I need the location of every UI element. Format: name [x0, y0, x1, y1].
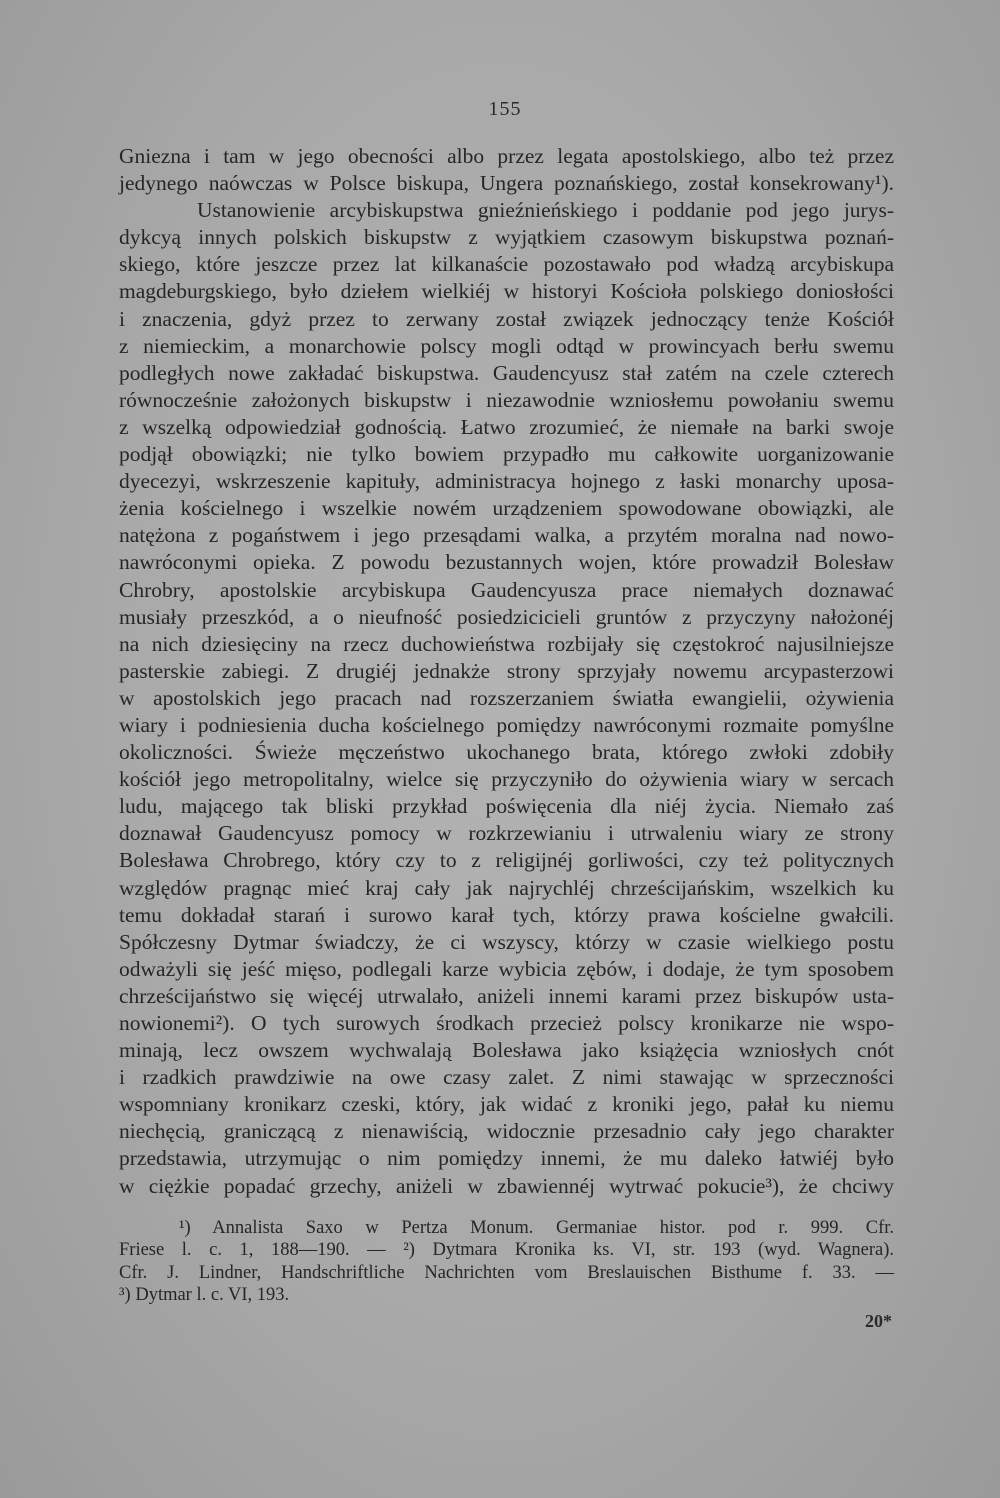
text-line: Ustanowienie arcybiskupstwa gnieźnieńskiego i poddanie pod jego jurys- — [197, 198, 894, 223]
text-line: równocześnie założonych biskupstw i niezawodnie wzniosłemu powołaniu swemu — [119, 387, 894, 412]
text-line: z wszelką odpowiedział godnością. Łatwo zrozumieć, że niemałe na barki swoje — [119, 414, 894, 439]
text-line: względów pragnąc mieć kraj cały jak najrychléj chrześcijańskim, wszelkich ku — [119, 875, 894, 900]
text-line: wspomniany kronikarz czeski, który, jak widać z kroniki jego, pałał ku niemu — [119, 1092, 894, 1117]
text-line: okoliczności. Świeże męczeństwo ukochanego brata, którego zwłoki zdobiły — [119, 740, 894, 765]
body-text — [119, 143, 894, 1200]
text-line: minają, lecz owszem wychwalają Bolesława jako książęcia wzniosłych cnót — [119, 1038, 894, 1063]
text-line: w ciężkie popadać grzechy, aniżeli w zbawiennéj wytrwać pokucie³), że chciwy — [119, 1173, 894, 1198]
printer-signature: 20* — [865, 1311, 892, 1331]
footnotes — [119, 1217, 894, 1306]
text-line: wiary i podniesienia ducha kościelnego pomiędzy nawróconymi rozmaite pomyślne — [119, 712, 894, 737]
footnote-line: Cfr. J. Lindner, Handschriftliche Nachrichten vom Breslauischen Bisthume f. 33. — — [119, 1262, 894, 1283]
text-line: żenia kościelnego i wszelkie nowém urządzeniem spowodowane obowiązki, ale — [119, 496, 894, 521]
text-line: podległych nowe zakładać biskupstwa. Gaudencyusz stał zatém na czele czterech — [119, 360, 894, 385]
footnote-line: ¹) Annalista Saxo w Pertza Monum. Germaniae histor. pod r. 999. Cfr. — [179, 1218, 894, 1238]
text-line: przedstawia, utrzymując o nim pomiędzy innemi, że mu daleko łatwiéj było — [119, 1146, 894, 1171]
text-line: i znaczenia, gdyż przez to zerwany został związek jednoczący tenże Kościół — [119, 306, 894, 331]
text-line: magdeburgskiego, było dziełem wielkiéj w historyi Kościoła polskiego doniosłości — [119, 279, 894, 304]
text-line: pasterskie zabiegi. Z drugiéj jednakże strony sprzyjały nowemu arcypasterzowi — [119, 658, 894, 683]
text-line: w apostolskich jego pracach nad rozszerzaniem światła ewangielii, ożywienia — [119, 685, 894, 710]
text-line: musiały przeszkód, a o nieufność posiedzicicieli gruntów z przyczyny nałożonéj — [119, 604, 894, 629]
text-line: na nich dziesięciny na rzecz duchowieństwa rozbijały się częstokroć najusilniejsze — [119, 631, 894, 656]
text-line: skiego, które jeszcze przez lat kilkanaście pozostawało pod władzą arcybiskupa — [119, 252, 894, 277]
text-line: Gniezna i tam w jego obecności albo przez legata apostolskiego, albo też przez — [119, 144, 894, 168]
text-line: nawróconymi opieka. Z powodu bezustannych wojen, które prowadził Bolesław — [119, 550, 894, 575]
footnote-line: Friese l. c. 1, 188—190. — ²) Dytmara Kronika ks. VI, str. 193 (wyd. Wagnera). — [119, 1240, 894, 1261]
text-line: Spółczesny Dytmar świadczy, że ci wszyscy, którzy w czasie wielkiego postu — [119, 929, 894, 954]
text-line: odważyli się jeść mięso, podlegali karze wybicia zębów, i dodaje, że tym sposobem — [119, 956, 894, 981]
text-line: Bolesława Chrobrego, który czy to z religijnéj gorliwości, czy też politycznych — [119, 848, 894, 873]
page-number: 155 — [488, 98, 522, 120]
text-line: nowionemi²). O tych surowych środkach przecież polscy kronikarze nie wspo- — [119, 1011, 894, 1035]
text-line: dykcyą innych polskich biskupstw z wyjątkiem czasowym biskupstwa poznań- — [119, 225, 894, 250]
text-line: Chrobry, apostolskie arcybiskupa Gaudencyusza prace niemałych doznawać — [119, 577, 894, 602]
text-line: podjął obowiązki; nie tylko bowiem przypadło mu całkowite uorganizowanie — [119, 442, 894, 467]
text-line: dyecezyi, wskrzeszenie kapituły, administracya hojnego z łaski monarchy uposa- — [119, 469, 894, 494]
text-line: chrześcijaństwo się więcéj utrwalało, aniżeli innemi karami przez biskupów usta- — [119, 983, 894, 1008]
text-line: kościół jego metropolitalny, wielce się przyczyniło do ożywienia wiary w sercach — [119, 767, 894, 792]
text-line: jedynego naówczas w Polsce biskupa, Ungera poznańskiego, został konsekrowany¹). — [119, 171, 894, 196]
text-line: ludu, mającego tak bliski przykład poświęcenia dla niéj życia. Niemało zaś — [119, 794, 894, 819]
footnote-line: ³) Dytmar l. c. VI, 193. — [119, 1284, 290, 1305]
text-line: z niemieckim, a monarchowie polscy mogli odtąd w prowincyach berłu swemu — [119, 333, 894, 358]
text-line: niechęcią, graniczącą z nienawiścią, widocznie przesadnio cały jego charakter — [119, 1119, 894, 1144]
text-line: natężona z pogaństwem i jego przesądami walka, a przytém moralna nad nowo- — [119, 523, 894, 548]
text-line: doznawał Gaudencyusz pomocy w rozkrzewianiu i utrwaleniu wiary ze strony — [119, 821, 894, 846]
text-line: temu dokładał starań i surowo karał tych, którzy prawa kościelne gwałcili. — [119, 902, 894, 927]
text-line: i rzadkich prawdziwie na owe czasy zalet. Z nimi stawając w sprzeczności — [119, 1065, 894, 1090]
